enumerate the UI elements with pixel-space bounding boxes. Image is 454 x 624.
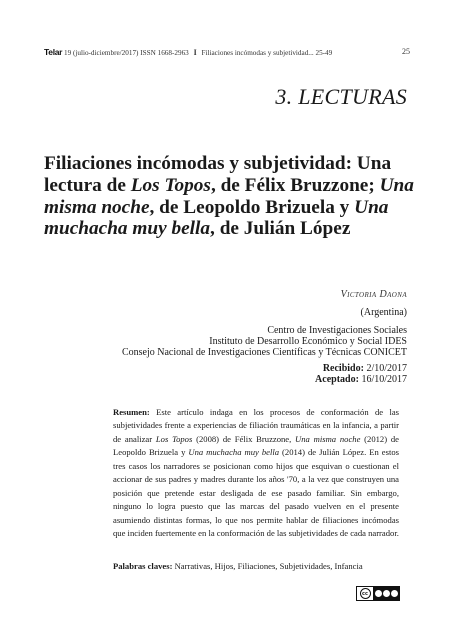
abstract-label: Resumen: <box>113 407 150 417</box>
title-work: Una muchacha muy bella <box>44 196 389 240</box>
running-head-title: Filiaciones incómodas y subjetividad... 25-49 <box>201 49 333 57</box>
affiliation-line: Centro de Investigaciones Sociales <box>267 325 407 336</box>
title-work: Una misma noche <box>44 174 414 218</box>
accepted-value: 16/10/2017 <box>361 374 407 386</box>
abstract <box>113 406 399 541</box>
title-text: , de Julián López <box>210 218 351 240</box>
creative-commons-license-badge[interactable] <box>356 586 400 601</box>
title-work: Los Topos <box>130 174 211 196</box>
title-text: , de Leopoldo Brizuela y <box>149 196 355 218</box>
abstract-text: (2012) de Leopoldo Brizuela y <box>113 433 399 458</box>
title-text: , de Félix Bruzzone; <box>210 174 380 196</box>
accepted-date <box>315 374 407 385</box>
cc-logo <box>357 587 373 600</box>
keywords-label: Palabras claves: <box>113 561 173 571</box>
affiliations <box>122 325 407 359</box>
abstract-text: (2014) de Julián López. En estos tres casos los narradores se posicionan como hijos que esquivan o cuestionan el accionar de sus padres y madres durante los años '70, a la vez que construyen una posición que pretende estar desligada de ese pasado familiar. Sin embargo, ninguno lo logra puesto que las marcas del pasado vuelven en el presente asumiendo distintas formas, lo que nos permite hablar de filiaciones incómodas que inciden fuertemente en la conformación de las subjetividades de cada narrador. <box>113 447 399 539</box>
received-value: 2/10/2017 <box>366 363 407 374</box>
article-title <box>44 153 414 240</box>
issue-info: 19 (julio-diciembre/2017) ISSN 1668-2963 <box>63 49 189 57</box>
running-head <box>44 47 410 57</box>
running-head-separator: I <box>193 48 197 57</box>
author-name: Victoria Daona <box>340 289 407 300</box>
received-label: Recibido: <box>322 363 364 374</box>
attribution-icon <box>375 590 382 597</box>
keywords <box>113 560 403 572</box>
affiliation-line: Consejo Nacional de Investigaciones Científicas y Técnicas CONICET <box>121 347 407 359</box>
abstract-work: Los Topos <box>155 433 193 444</box>
affiliation-line: Instituto de Desarrollo Económico y Social IDES <box>209 336 407 348</box>
article-dates <box>315 363 407 385</box>
abstract-text: (2008) de Félix Bruzzone, <box>192 433 296 444</box>
license-terms-icons <box>373 587 399 600</box>
noderivatives-icon <box>391 590 398 597</box>
abstract-work: Una muchacha muy bella <box>188 447 280 458</box>
noncommercial-icon <box>383 590 390 597</box>
title-text: Filiaciones incómodas y subjetividad: Una lectura de <box>44 153 392 196</box>
received-date <box>315 363 407 374</box>
keywords-text: Narrativas, Hijos, Filiaciones, Subjetividades, Infancia <box>172 561 363 571</box>
section-heading: 3. LECTURAS <box>275 84 407 109</box>
accepted-label: Aceptado: <box>315 374 359 386</box>
abstract-text: Este artículo indaga en los procesos de conformación de las subjetividades frente a experiencias de filiación traumáticas en la infancia, a partir de analizar <box>113 407 399 444</box>
cc-icon: cc <box>360 588 371 599</box>
journal-logo: Telar <box>44 47 63 57</box>
page-number: 25 <box>402 47 410 56</box>
abstract-work: Una misma noche <box>295 433 361 444</box>
author-country: (Argentina) <box>360 307 407 318</box>
